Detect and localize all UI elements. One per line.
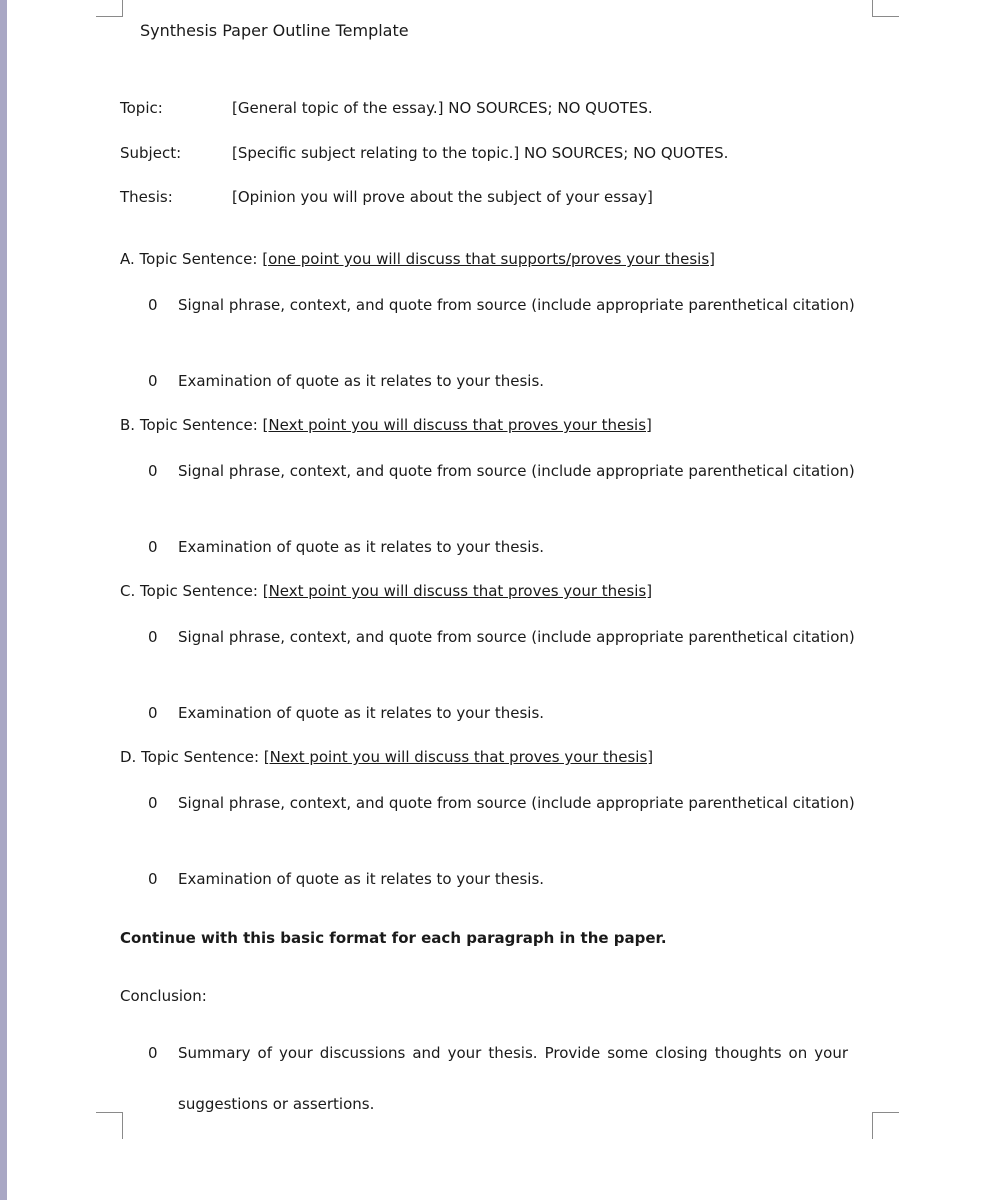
section-prompt: [one point you will discuss that supports/proves your thesis]: [262, 250, 715, 268]
thesis-label: Thesis:: [120, 188, 173, 206]
section-prompt: [Next point you will discuss that proves your thesis]: [262, 416, 652, 434]
section-c-heading: [120, 582, 652, 600]
topic-value: [General topic of the essay.] NO SOURCES; NO QUOTES.: [232, 99, 653, 117]
section-prompt: [Next point you will discuss that proves your thesis]: [262, 582, 653, 600]
topic-label: Topic:: [120, 99, 163, 117]
bullet-text: Examination of quote as it relates to your thesis.: [178, 372, 545, 390]
bullet-mark: 0: [148, 296, 158, 314]
document-title: Synthesis Paper Outline Template: [140, 21, 409, 40]
section-label: Topic Sentence:: [141, 748, 260, 766]
section-d-exam-bullet: [148, 864, 870, 895]
bullet-text: Signal phrase, context, and quote from source (include appropriate parenthetical citation): [178, 794, 855, 812]
bullet-text: Signal phrase, context, and quote from source (include appropriate parenthetical citation): [178, 296, 855, 314]
bullet-mark: 0: [148, 704, 158, 722]
bullet-text: Examination of quote as it relates to your thesis.: [178, 538, 545, 556]
bullet-mark: 0: [148, 462, 158, 480]
bullet-text: Examination of quote as it relates to your thesis.: [178, 704, 545, 722]
section-label: Topic Sentence:: [140, 582, 258, 600]
section-b-exam-bullet: [148, 532, 870, 563]
section-prompt: [Next point you will discuss that proves your thesis]: [263, 748, 654, 766]
bullet-mark: 0: [148, 870, 158, 888]
section-label: Topic Sentence:: [139, 416, 258, 434]
subject-value: [Specific subject relating to the topic.] NO SOURCES; NO QUOTES.: [232, 144, 729, 162]
margin-corner-top-right: [872, 0, 899, 17]
bullet-text: Signal phrase, context, and quote from source (include appropriate parenthetical citation): [178, 628, 855, 646]
section-label: Topic Sentence:: [139, 250, 258, 268]
section-c-exam-bullet: [148, 698, 870, 729]
conclusion-bullet: [148, 1028, 848, 1130]
section-a-signal-bullet: [148, 290, 870, 321]
thesis-value: [Opinion you will prove about the subject of your essay]: [232, 188, 653, 206]
section-a-exam-bullet: [148, 366, 870, 397]
continue-note: Continue with this basic format for each paragraph in the paper.: [120, 929, 667, 947]
section-a-heading: [120, 250, 715, 268]
subject-label: Subject:: [120, 144, 182, 162]
section-c-signal-bullet: [148, 622, 870, 653]
bullet-text: Signal phrase, context, and quote from source (include appropriate parenthetical citation): [178, 462, 855, 480]
section-b-signal-bullet: [148, 456, 870, 487]
margin-corner-top-left: [96, 0, 123, 17]
section-letter: B.: [120, 416, 136, 434]
bullet-mark: 0: [148, 1044, 158, 1062]
conclusion-text: Summary of your discussions and your thesis. Provide some closing thoughts on your suggestions or assertions.: [178, 1044, 848, 1113]
bullet-mark: 0: [148, 794, 158, 812]
window-left-border: [0, 0, 7, 1200]
conclusion-label: Conclusion:: [120, 987, 207, 1005]
margin-corner-bottom-right: [872, 1112, 899, 1139]
section-letter: D.: [120, 748, 137, 766]
bullet-mark: 0: [148, 538, 158, 556]
bullet-text: Examination of quote as it relates to your thesis.: [178, 870, 545, 888]
margin-corner-bottom-left: [96, 1112, 123, 1139]
section-b-heading: [120, 416, 652, 434]
section-d-signal-bullet: [148, 788, 870, 819]
section-letter: A.: [120, 250, 135, 268]
section-d-heading: [120, 748, 653, 766]
bullet-mark: 0: [148, 628, 158, 646]
bullet-mark: 0: [148, 372, 158, 390]
section-letter: C.: [120, 582, 136, 600]
